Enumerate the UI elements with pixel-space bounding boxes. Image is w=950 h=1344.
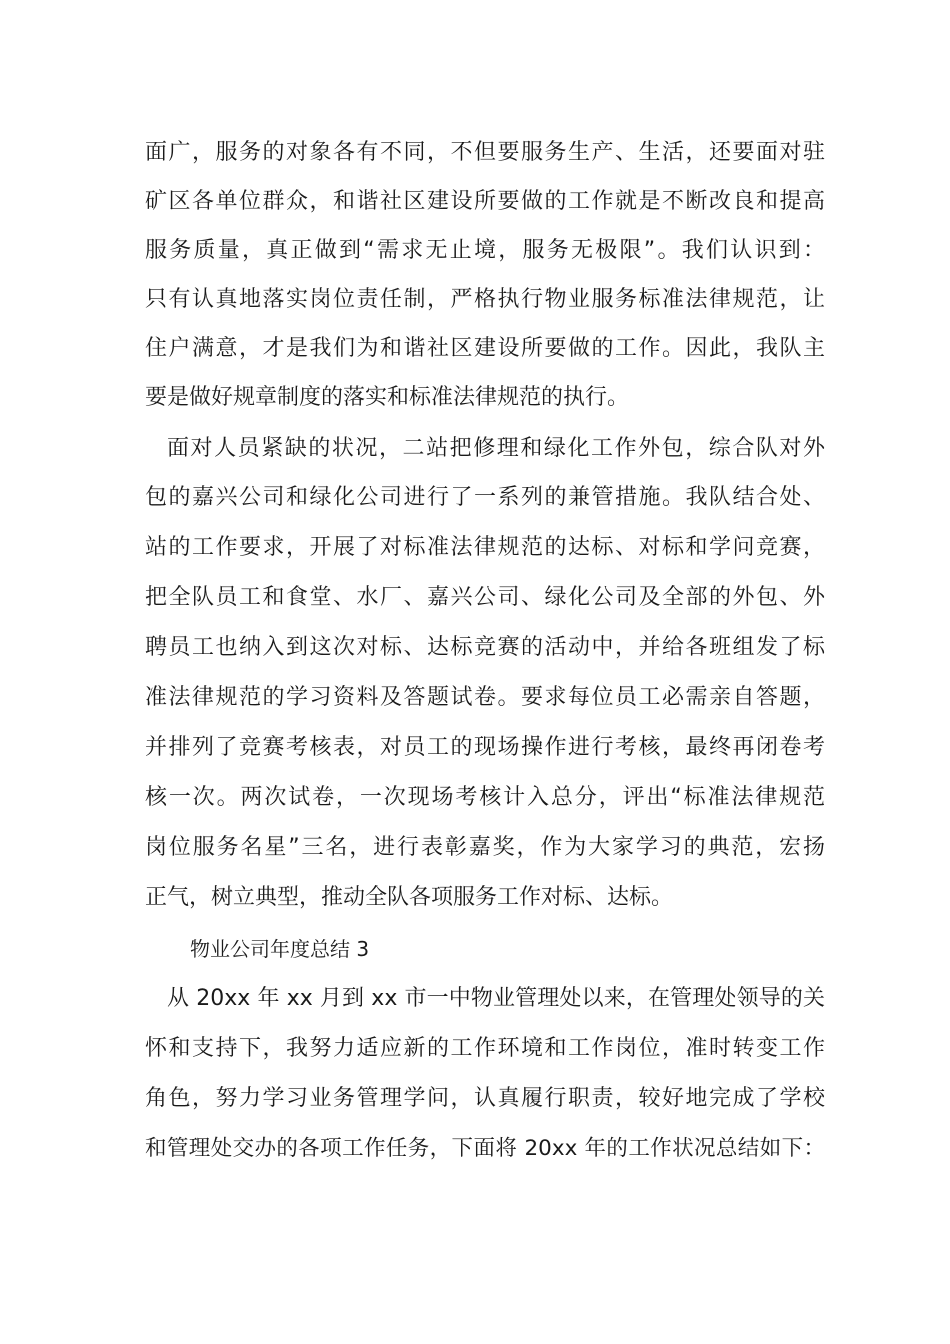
paragraph-2-line-6: 准法律规范的学习资料及答题试卷。要求每位员工必需亲自答题，: [145, 685, 825, 710]
paragraph-2-line-5: 聘员工也纳入到这次对标、达标竞赛的活动中，并给各班组发了标: [145, 635, 825, 660]
paragraph-1-line-4: 只有认真地落实岗位责任制，严格执行物业服务标准法律规范，让: [145, 287, 825, 312]
paragraph-2-line-4: 把全队员工和食堂、水厂、嘉兴公司、绿化公司及全部的外包、外: [145, 585, 825, 610]
paragraph-3-line-1: 从 20xx 年 xx 月到 xx 市一中物业管理处以来，在管理处领导的关: [167, 986, 825, 1011]
paragraph-1-line-3: 服务质量，真正做到“需求无止境，服务无极限”。我们认识到：: [145, 238, 825, 263]
paragraph-1-line-5: 住户满意，才是我们为和谐社区建设所要做的工作。因此，我队主: [145, 336, 825, 361]
section-heading: 物业公司年度总结 3: [190, 937, 370, 961]
paragraph-3-line-2: 怀和支持下，我努力适应新的工作环境和工作岗位，准时转变工作: [145, 1036, 825, 1061]
paragraph-1-line-6: 要是做好规章制度的落实和标准法律规范的执行。: [145, 385, 630, 410]
paragraph-3-line-4: 和管理处交办的各项工作任务，下面将 20xx 年的工作状况总结如下：: [145, 1136, 825, 1161]
paragraph-2-line-7: 并排列了竞赛考核表，对员工的现场操作进行考核，最终再闭卷考: [145, 735, 825, 760]
paragraph-2-line-3: 站的工作要求，开展了对标准法律规范的达标、对标和学问竞赛，: [145, 535, 825, 560]
paragraph-1-line-1: 面广，服务的对象各有不同，不但要服务生产、生活，还要面对驻: [145, 140, 825, 165]
paragraph-2-line-1: 面对人员紧缺的状况，二站把修理和绿化工作外包，综合队对外: [167, 436, 825, 461]
paragraph-3-line-3: 角色，努力学习业务管理学问，认真履行职责，较好地完成了学校: [145, 1086, 825, 1111]
paragraph-2-line-9: 岗位服务名星”三名，进行表彰嘉奖，作为大家学习的典范，宏扬: [145, 835, 825, 860]
paragraph-2-line-8: 核一次。两次试卷，一次现场考核计入总分，评出“标准法律规范: [145, 785, 825, 810]
paragraph-1-line-2: 矿区各单位群众，和谐社区建设所要做的工作就是不断改良和提高: [145, 189, 825, 214]
paragraph-2-line-2: 包的嘉兴公司和绿化公司进行了一系列的兼管措施。我队结合处、: [145, 485, 825, 510]
paragraph-2-line-10: 正气，树立典型，推动全队各项服务工作对标、达标。: [145, 885, 674, 910]
